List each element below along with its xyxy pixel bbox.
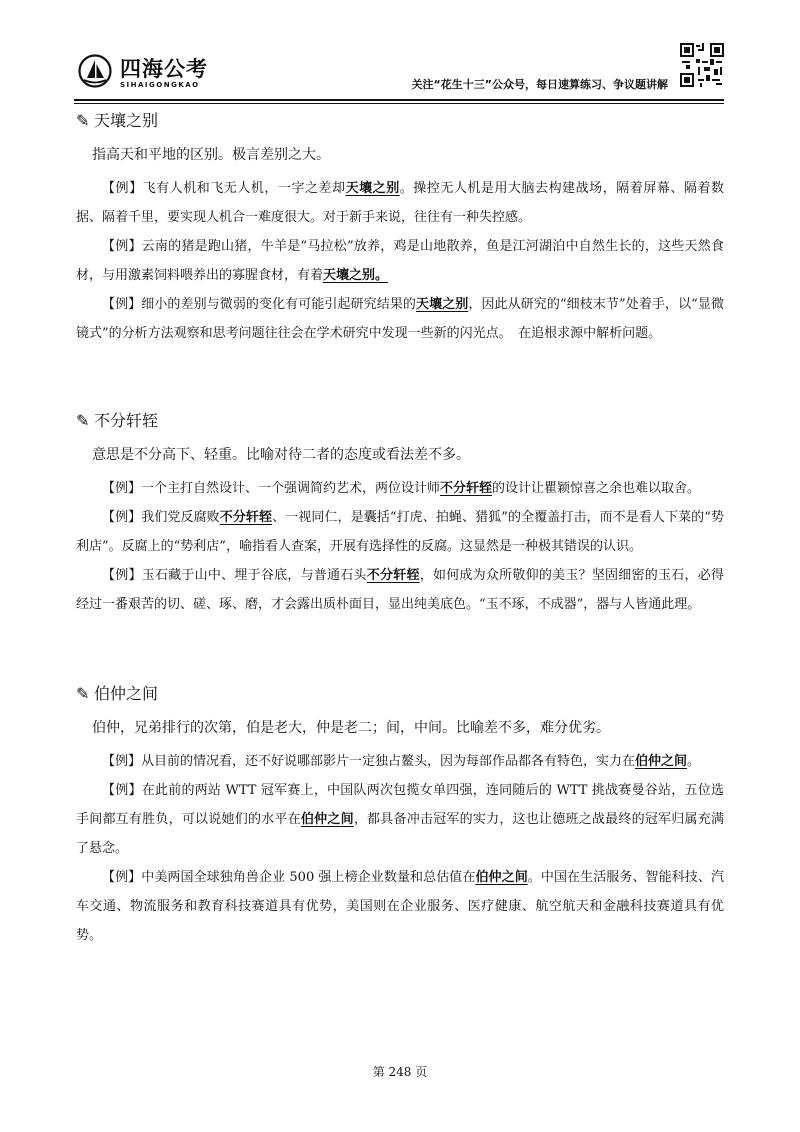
example-paragraph — [76, 863, 724, 950]
header-rule — [74, 99, 724, 101]
sailboat-logo-icon — [78, 54, 112, 88]
idiom-highlight: 天壤之别 — [345, 181, 400, 196]
page-header — [74, 40, 724, 100]
example-text: 。 — [687, 754, 701, 769]
example-text: 【例】从目前的情况看，还不好说哪部影片一定独占鳌头，因为每部作品都各有特色，实力在 — [102, 754, 636, 769]
example-text: 【例】云南的猪是跑山猪，牛羊是“马拉松”放养，鸡是山地散养，鱼是江河湖泊中自然生长的，这些天然食材，与用激素饲料喂养出的 — [76, 239, 724, 283]
brand-name: 四海公考 — [120, 57, 208, 81]
definition: 意思是不分高下、轻重。比喻对待二者的态度或看法差不多。 — [92, 447, 470, 463]
qr-code-icon — [680, 43, 724, 87]
section-title — [76, 108, 724, 134]
example-text: 的设计让瞿颖惊喜之余也难以取舍。 — [492, 481, 701, 496]
example-text: 寡腥食材，有着 — [232, 268, 324, 283]
example-paragraph — [76, 174, 724, 232]
idiom-section — [76, 681, 724, 950]
section-title — [76, 681, 724, 707]
brand-subtitle: SIHAIGONGKAO — [120, 81, 200, 89]
example-text: ，因此从研究的“细枝末节”处着手，以“显微镜式”的分析方法观察和思考问题往往会在学术研究中发现一些新的闪光点。 在追根求源中解析问题。 — [76, 297, 724, 341]
idiom-section — [76, 108, 724, 348]
idiom-highlight: 不分轩轾 — [219, 510, 273, 525]
example-text: 【例】玉石藏于山中、埋于谷底，与普通石头 — [102, 568, 367, 583]
idiom-highlight: 天壤之别 — [416, 297, 469, 312]
example-paragraph — [76, 474, 724, 503]
section-title — [76, 408, 724, 434]
example-paragraph — [76, 776, 724, 863]
example-text: 【例】中美两国全球独角兽企业 500 强上榜企业数量和总估值在 — [102, 870, 476, 885]
idiom-highlight: 不分轩轾 — [440, 481, 493, 496]
idiom-title: 不分轩轾 — [94, 411, 159, 430]
example-text: 【例】一个主打自然设计、一个强调简约艺术，两位设计师 — [102, 481, 441, 496]
header-rule-thin — [74, 103, 724, 104]
example-text: 、一视同仁，是囊括“打虎、拍蝇、猎狐”的全覆盖打击，而不是看人下菜的“势利店”。反腐上的“势利店”，喻指看人查案，开展有选择性的反腐。这显然是一种极其错误的认识。 — [76, 510, 724, 554]
idiom-highlight: 伯仲之间 — [475, 870, 528, 885]
idiom-highlight: 伯仲之间 — [635, 754, 688, 769]
pen-icon: ✎ — [76, 411, 90, 430]
pen-icon: ✎ — [76, 684, 90, 703]
example-text: 。操控无人机是用大脑去构建战场，隔着屏幕、隔着数据、隔着千里，要实现人机合一难度很大。对于新手来说，往往有一种失控感。 — [76, 181, 724, 225]
definition: 伯仲，兄弟排行的次第，伯是老大，仲是老二；间，中间。比喻差不多，难分优劣。 — [92, 720, 610, 736]
example-text: ，都具备冲击冠军的实力，这也让德班之战最终的冠军归属充满了悬念。 — [76, 812, 724, 856]
idiom-highlight: 不分轩轾 — [366, 568, 420, 583]
example-text: 【例】在此前的两站 WTT 冠军赛上，中国队两次包揽女单四强，连同随后的 WTT 挑战赛曼谷站，五位选手间都互有胜负，可以说她们的水平在 — [76, 783, 724, 827]
main-content — [76, 106, 724, 950]
example-text: 【例】细小的差别与微弱的变化有可能引起研究结果的 — [102, 297, 417, 312]
example-paragraph — [76, 747, 724, 776]
example-text: ，如何成为众所敬仰的美玉？坚固细密的玉石，必得经过一番艰苦的切、磋、琢、磨，才会露出质朴面目，显出纯美底色。“玉不琢，不成器”，器与人皆通此理。 — [76, 568, 724, 612]
example-paragraph — [76, 290, 724, 348]
example-text: 【例】飞有人机和飞无人机，一字之差却 — [102, 181, 346, 196]
example-paragraph — [76, 561, 724, 619]
example-text: 。中国在生活服务、智能科技、汽车交通、物流服务和教育科技赛道具有优势，美国则在企业服务、医疗健康、航空航天和金融科技赛道具有优势。 — [76, 870, 724, 943]
example-paragraph — [76, 503, 724, 561]
examples — [76, 747, 724, 950]
idiom-title: 伯仲之间 — [94, 684, 159, 703]
example-text: 【例】我们党反腐败 — [102, 510, 220, 525]
page-number: 第 248 页 — [372, 1065, 428, 1079]
examples — [76, 174, 724, 348]
header-slogan: 关注“花生十三”公众号，每日速算练习、争议题讲解 — [411, 78, 668, 91]
examples — [76, 474, 724, 619]
example-paragraph — [76, 232, 724, 290]
idiom-highlight: 天壤之别。 — [323, 268, 389, 283]
idiom-highlight: 伯仲之间 — [300, 812, 354, 827]
idiom-section — [76, 408, 724, 619]
definition: 指高天和平地的区别。极言差别之大。 — [92, 147, 330, 163]
idiom-title: 天壤之别 — [94, 111, 159, 130]
pen-icon: ✎ — [76, 111, 90, 130]
